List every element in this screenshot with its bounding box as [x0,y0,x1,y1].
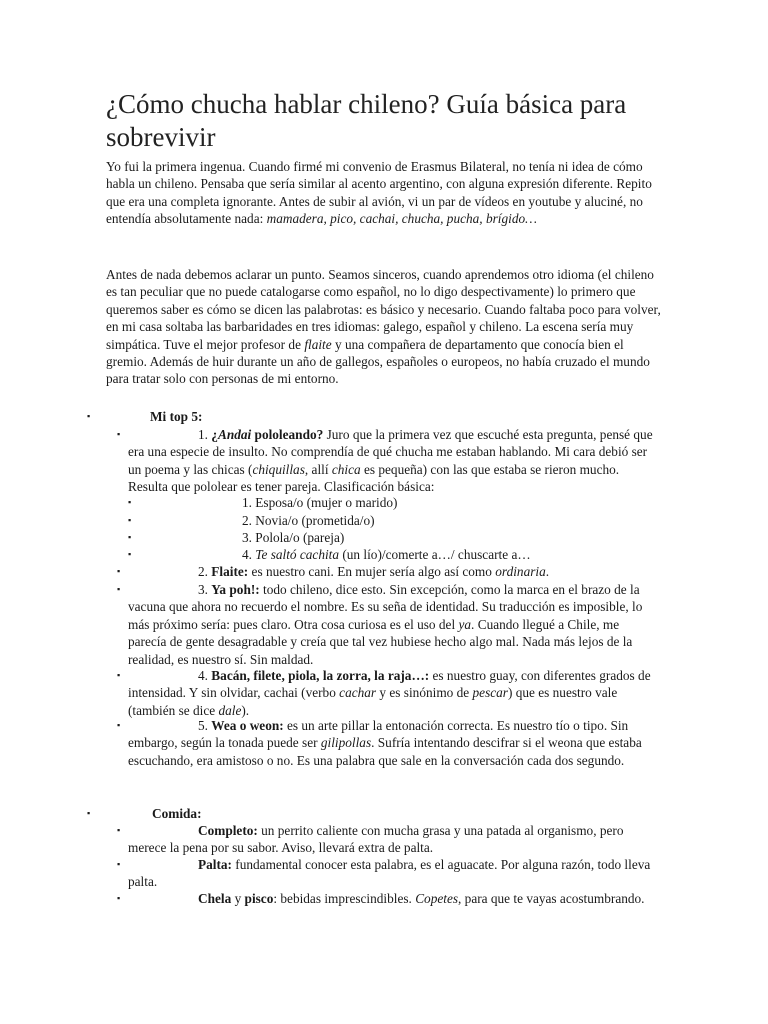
item-1-q-italic: Andai [217,427,252,442]
item-5-end: . Sufría intentando descifrar si el weona que estaba escuchando, era amistoso o no. Es una palabra que sale en la conversación cada dos segundo. [128,735,642,768]
item-4-mid: y es sinónimo de [376,685,473,701]
comida-3-text: : bebidas imprescindibles. [273,891,416,906]
item-5-number: 5. [198,718,212,733]
top5-item-2 [128,563,658,580]
comida-1-text: un perrito caliente con mucha grasa y una patada al organismo, pero merece la pena por su sabor. Aviso, llevará extra de palta. [128,823,624,856]
item-5-text: es un arte pillar la entonación correcta. Es nuestro tío o tipo. Sin embargo, según la tonada puede ser [128,718,629,751]
item-1-q-rest: pololeando? [251,427,324,442]
top5-heading: Mi top 5: [150,409,203,424]
item-1-text-a: Juro que la primera vez que escuché esta pregunta, pensé que era una especie de insulto. No comprendía de qué chucha me estaban hablando. Mi cara debió ser un poema y las chicas ( [128,427,653,477]
item-4-term-italic-1: cachar [339,685,377,701]
item-1-question [211,427,323,442]
sub-4-rest: (un lío)/comerte a…/ chuscarte a… [339,547,531,562]
sub-item-3: 3. Polola/o (pareja) [242,530,345,545]
item-5-term: Wea o weon: [211,718,284,733]
comida-item-2 [128,856,658,891]
item-4-term: Bacán, filete, piola, la zorra, la raja…: [211,668,430,683]
intro-paragraph-1 [106,158,666,228]
comida-3-end: , para que te vayas acostumbrando. [458,891,645,906]
intro-p2-term: flaite [304,336,332,352]
bullet-sub-4: ▪ [128,549,132,559]
bullet-sub-2: ▪ [128,515,132,525]
intro-p1-terms: mamadera, pico, cachai, chucha, pucha, brígido… [266,211,537,227]
item-4-number: 4. [198,668,212,683]
sub-4-number: 4. [242,547,256,562]
item-3-term-italic: ya [458,616,472,632]
sub-item-1: 1. Esposa/o (mujer o marido) [242,495,398,510]
page-title: ¿Cómo chucha hablar chileno? Guía básica para sobrevivir [106,89,627,152]
bullet-comida-2: ▪ [117,859,121,869]
item-4-text-2: ) que es nuestro vale (también se dice [128,685,618,718]
item-3-term: Ya poh!: [211,582,260,597]
item-4-text: es nuestro guay, con diferentes grados de intensidad. Y sin olvidar, cachai (verbo [128,668,651,701]
item-2-end: . [545,564,550,579]
item-3-number: 3. [198,582,212,597]
bullet-sub-3: ▪ [128,532,132,542]
bullet-item-1: ▪ [117,429,121,439]
bullet-item-2: ▪ [117,566,121,576]
bullet-sub-1: ▪ [128,497,132,507]
comida-item-3 [128,890,658,907]
comida-3-italic: Copetes [415,891,459,906]
top5-item-3 [128,581,658,668]
item-1-text-b: , allí [304,461,332,477]
item-4-term-italic-2: pescar [472,685,508,701]
intro-p1-text: Yo fui la primera ingenua. Cuando firmé mi convenio de Erasmus Bilateral, no tenía ni idea de cómo habla un chileno. Pensaba que sería similar al acento argentino, con alguna expresión diferente. Repito que era una completa ignorante. Antes de subir al avión, vi un par de vídeos en youtube y aluciné, no entendía absolutamente nada: [106,159,652,227]
comida-2-term: Palta: [198,857,232,872]
bullet-comida-1: ▪ [117,825,121,835]
bullet-item-3: ▪ [117,584,121,594]
bullet-top5: ▪ [87,411,91,421]
item-5-term-italic: gilipollas [320,735,372,751]
comida-3-term-1: Chela [198,891,232,906]
item-1-q-open: ¿ [211,427,218,442]
intro-paragraph-2 [106,266,666,388]
sub-4-italic: Te saltó cachita [255,547,340,562]
item-2-term: Flaite: [211,564,249,579]
top5-item-1 [128,426,658,496]
item-1-number: 1. [198,427,212,442]
comida-item-1 [128,822,658,857]
sub-item-4 [242,546,531,563]
comida-heading: Comida: [152,806,202,821]
intro-p2-after: y una compañera de departamento que conocía bien el gremio. Además de huir durante un año de gallegos, españoles o europeos, no había cruzado el mundo para tratar solo con personas de mi entorno. [106,336,650,387]
comida-2-text: fundamental conocer esta palabra, es el aguacate. Por alguna razón, todo lleva palta. [128,857,651,890]
item-3-end: . Cuando llegué a Chile, me parecía de gente desagradable y creía que tal vez hubiese hecho algo mal. Nada más lejos de la realidad, es nuestro sí. Sin maldad. [128,616,633,667]
bullet-item-5: ▪ [117,720,121,730]
top5-item-4 [128,667,658,719]
item-2-term-italic: ordinaria [495,564,546,579]
top5-item-5 [128,717,658,769]
bullet-comida-3: ▪ [117,893,121,903]
item-1-term-a: chiquillas [252,461,305,477]
comida-3-term-2: pisco [244,891,274,906]
intro-p2-before: Antes de nada debemos aclarar un punto. Seamos sinceros, cuando aprendemos otro idioma (el chileno es tan peculiar que no puede catalogarse como español, no lo digo despectivamente) lo primero que queremos saber es cómo se dicen las palabrotas: es básico y necesario. Cuando faltaba poco para volver, en mi casa soltaba las barbaridades en tres idiomas: galego, español y chileno. La escena sería muy simpática. Tuve el mejor profesor de [106,267,661,352]
item-1-term-b: chica [331,461,361,477]
comida-1-term: Completo: [198,823,258,838]
item-2-text: es nuestro cani. En mujer sería algo así como [248,564,496,579]
bullet-item-4: ▪ [117,670,121,680]
item-4-term-italic-3: dale [218,702,242,718]
sub-item-2: 2. Novia/o (prometida/o) [242,513,375,528]
item-2-number: 2. [198,564,212,579]
comida-3-y: y [231,891,245,906]
item-4-end: ). [241,702,250,718]
item-1-text-c: es pequeña) con las que estaba se rieron mucho. Resulta que pololear es tener pareja. Clasificación básica: [128,461,620,495]
bullet-comida: ▪ [87,808,91,818]
item-3-text: todo chileno, dice esto. Sin excepción, como la marca en el brazo de la vacuna que ahora no recuerdo el nombre. Es su seña de identidad. Su traducción es imposible, lo más próximo sería: pues claro. Otra cosa curiosa es el uso del [128,582,643,632]
